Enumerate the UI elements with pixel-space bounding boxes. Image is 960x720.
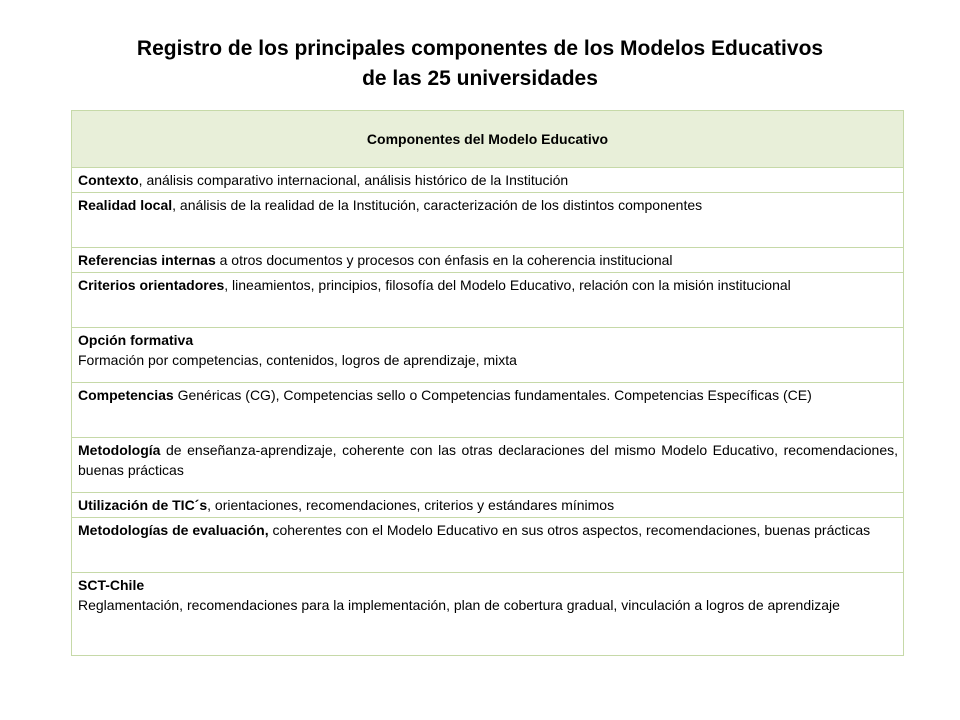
- table-header-row: [72, 111, 904, 168]
- table-row-referencias-internas: [72, 248, 904, 273]
- component-name: Referencias internas: [78, 252, 216, 268]
- component-name: Criterios orientadores: [78, 277, 225, 293]
- table-cell: [72, 328, 904, 383]
- page-title-line-2: de las 25 universidades: [362, 67, 598, 90]
- component-description: coherentes con el Modelo Educativo en sus otros aspectos, recomendaciones, buenas prácticas: [268, 522, 871, 538]
- page-title: [0, 34, 960, 94]
- component-description: a otros documentos y procesos con énfasis en la coherencia institucional: [215, 252, 673, 268]
- table-row-criterios-orientadores: [72, 273, 904, 328]
- component-name: Metodologías de evaluación,: [78, 522, 269, 538]
- table-row-metodologias-evaluacion: [72, 518, 904, 573]
- component-name: Metodología: [78, 442, 161, 458]
- table-header-cell: Componentes del Modelo Educativo: [72, 111, 904, 168]
- component-description: , análisis de la realidad de la Institución, caracterización de los distintos componentes: [172, 197, 703, 213]
- table-row-metodologia: [72, 438, 904, 493]
- component-description: , análisis comparativo internacional, análisis histórico de la Institución: [138, 172, 569, 188]
- component-name: Contexto: [78, 172, 139, 188]
- table-cell: [72, 273, 904, 328]
- table-cell: [72, 493, 904, 518]
- table-cell: [72, 438, 904, 493]
- component-description: de enseñanza-aprendizaje, coherente con las otras declaraciones del mismo Modelo Educativo, recomendaciones, buenas prácticas: [78, 442, 898, 478]
- component-name: Realidad local: [78, 197, 173, 213]
- table-row-opcion-formativa: [72, 328, 904, 383]
- table-row-contexto: [72, 168, 904, 193]
- table-cell: [72, 573, 904, 656]
- table-cell: [72, 383, 904, 438]
- component-description: , orientaciones, recomendaciones, criterios y estándares mínimos: [207, 497, 615, 513]
- component-description: Genéricas (CG), Competencias sello o Competencias fundamentales. Competencias Específicas (CE): [173, 387, 812, 403]
- components-table: [71, 110, 904, 656]
- table-cell: [72, 168, 904, 193]
- component-description: Reglamentación, recomendaciones para la implementación, plan de cobertura gradual, vinculación a logros de aprendizaje: [78, 597, 840, 613]
- table-cell: [72, 248, 904, 273]
- component-name: SCT-Chile: [78, 577, 145, 593]
- component-name: Opción formativa: [78, 332, 194, 348]
- component-description: Formación por competencias, contenidos, logros de aprendizaje, mixta: [78, 352, 517, 368]
- table-row-competencias: [72, 383, 904, 438]
- table-row-realidad-local: [72, 193, 904, 248]
- table-row-sct-chile: [72, 573, 904, 656]
- table-cell: [72, 518, 904, 573]
- component-description: , lineamientos, principios, filosofía del Modelo Educativo, relación con la misión institucional: [224, 277, 791, 293]
- page-title-line-1: Registro de los principales componentes de los Modelos Educativos: [136, 37, 824, 60]
- component-name: Utilización de TIC´s: [78, 497, 208, 513]
- table-row-utilizacion-tics: [72, 493, 904, 518]
- table-cell: [72, 193, 904, 248]
- component-name: Competencias: [78, 387, 174, 403]
